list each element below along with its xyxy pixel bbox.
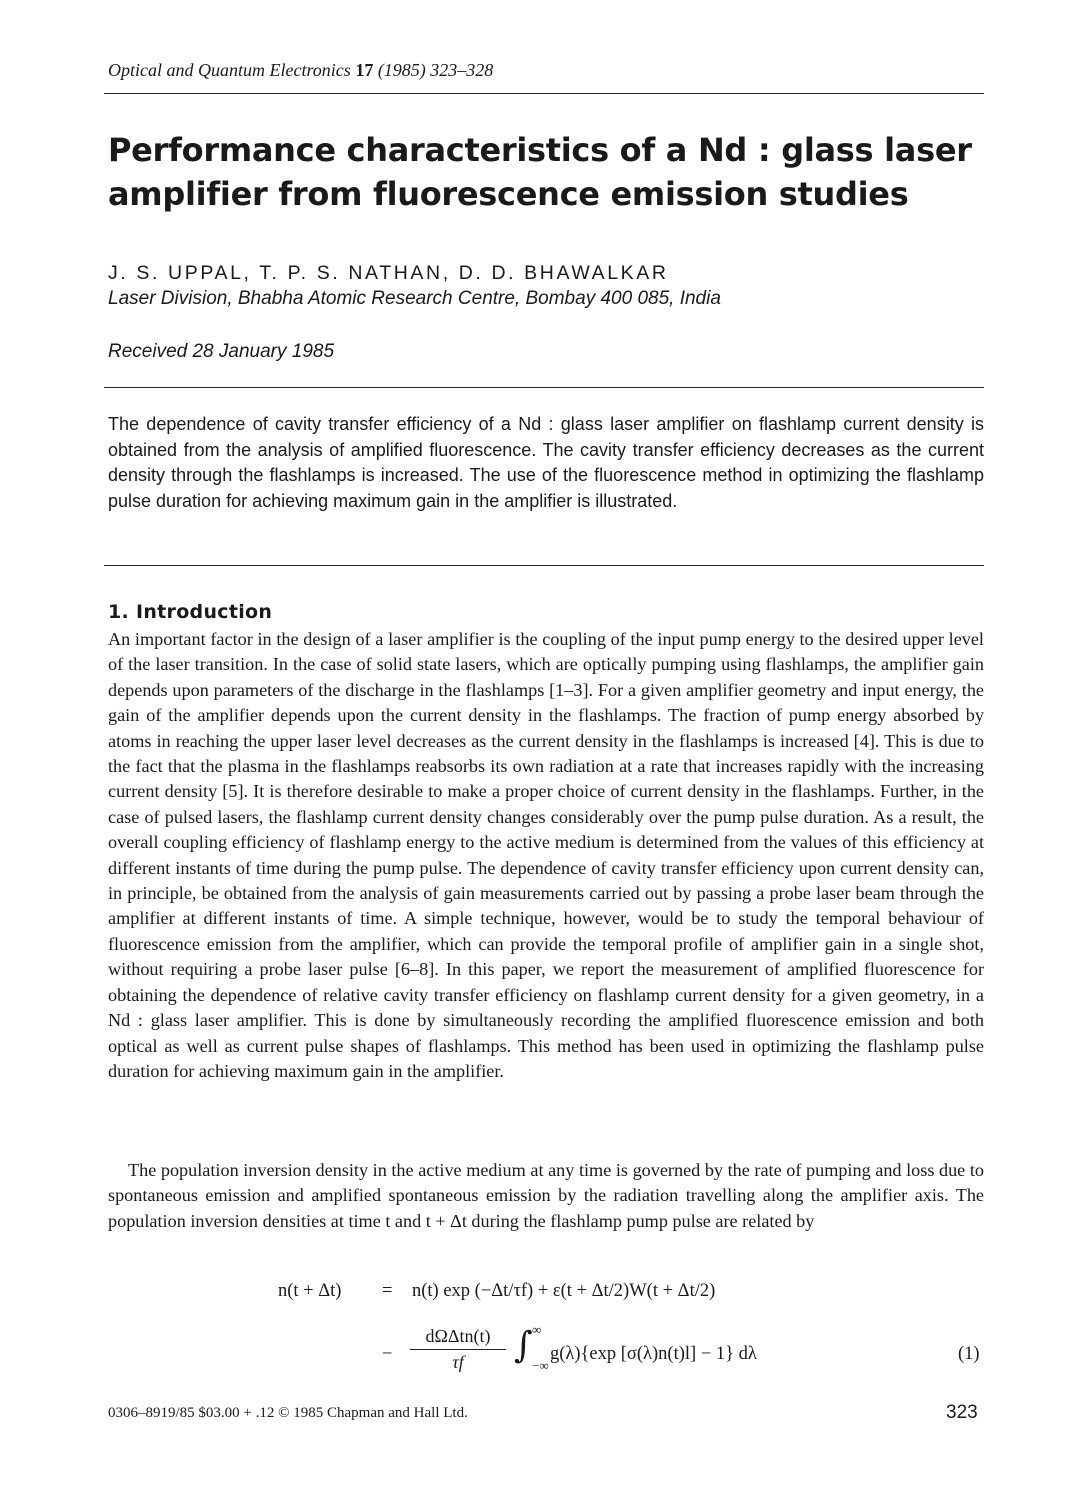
intro-paragraph-1: An important factor in the design of a laser amplifier is the coupling of the input pump energy to the desired upper level of the laser transition. In the case of solid state lasers, which are optically pumping using flashlamps, the amplifier gain depends upon parameters of the discharge in the flashlamps [1–3]. For a given amplifier geometry and input energy, the gain of the amplifier depends upon the current density in the flashlamps. The fraction of pump energy absorbed by atoms in reaching the upper laser level decreases as the current density in the flashlamps is increased [4]. This is due to the fact that the plasma in the flashlamps reabsorbs its own radiation at a rate that increases rapidly with the increasing current density [5]. It is therefore desirable to make a proper choice of current density in the flashlamps. Further, in the case of pulsed lasers, the flashlamp current density changes considerably over the pump pulse duration. As a result, the overall coupling efficiency of flashlamp energy to the active medium is determined from the values of this efficiency at different instants of time during the pump pulse. The dependence of cavity transfer efficiency upon current density can, in principle, be obtained from the analysis of gain measurements carried out by passing a probe laser beam through the amplifier at different instants of time. A simple technique, however, would be to study the temporal behaviour of fluorescence emission from the amplifier, which can provide the temporal profile of amplifier gain in a single shot, without requiring a probe laser pulse [6–8]. In this paper, we report the measurement of amplified fluorescence for obtaining the dependence of relative cavity transfer efficiency on flashlamp current density for a given geometry, in a Nd : glass laser amplifier. This is done by simultaneously recording the amplified fluorescence emission and both optical as well as current pulse shapes of flashlamps. This method has been used in optimizing the flashlamp pulse duration for achieving maximum gain in the amplifier. <box>108 629 984 1081</box>
integral-upper-limit: ∞ <box>532 1322 542 1337</box>
journal-citation <box>108 60 493 81</box>
equation-lhs: n(t + Δt) <box>278 1281 342 1301</box>
integral-lower-limit: −∞ <box>532 1358 549 1373</box>
equation-equals: = <box>382 1281 393 1301</box>
equation-fraction <box>410 1326 506 1373</box>
equation-number: (1) <box>958 1344 980 1364</box>
page-number: 323 <box>946 1402 978 1423</box>
abstract-top-rule <box>104 387 984 388</box>
abstract: The dependence of cavity transfer efficiency of a Nd : glass laser amplifier on flashlamp current density is obtained from the analysis of amplified fluorescence. The cavity transfer efficiency decreases as the current density through the flashlamps is increased. The use of the fluorescence method in optimizing the flashlamp pulse duration for achieving maximum gain in the amplifier is illustrated. <box>108 414 984 511</box>
equation-minus: − <box>382 1344 393 1364</box>
received-date: Received 28 January 1985 <box>108 341 335 362</box>
article-affiliation: Laser Division, Bhabha Atomic Research Centre, Bombay 400 085, India <box>108 288 721 309</box>
equation-rhs-line1: n(t) exp (−Δt/τf) + ε(t + Δt/2)W(t + Δt/2) <box>412 1281 716 1301</box>
journal-name: Optical and Quantum Electronics <box>108 60 351 80</box>
article-authors: J. S. UPPAL, T. P. S. NATHAN, D. D. BHAWALKAR <box>108 262 669 284</box>
article-title: Performance characteristics of a Nd : glass laser amplifier from fluorescence emission studies <box>108 131 972 213</box>
footer-copyright: 0306–8919/85 $03.00 + .12 © 1985 Chapman and Hall Ltd. <box>108 1405 468 1421</box>
header-rule <box>104 93 984 94</box>
equation-rhs-line2: g(λ){exp [σ(λ)n(t)l] − 1} dλ <box>550 1344 757 1364</box>
section-heading: 1. Introduction <box>108 601 273 623</box>
integral-sign: ∫ <box>514 1325 533 1366</box>
fraction-denominator: τf <box>452 1352 464 1372</box>
abstract-bottom-rule <box>104 565 984 566</box>
fraction-numerator: dΩΔtn(t) <box>410 1326 506 1350</box>
intro-paragraph-2: The population inversion density in the active medium at any time is governed by the rate of pumping and loss due to spontaneous emission and amplified spontaneous emission by the radiation travelling along the amplifier axis. The population inversion densities at time t and t + Δt during the flashlamp pump pulse are related by <box>108 1160 984 1231</box>
journal-year-pages: (1985) 323–328 <box>377 60 494 80</box>
journal-volume: 17 <box>355 60 374 80</box>
